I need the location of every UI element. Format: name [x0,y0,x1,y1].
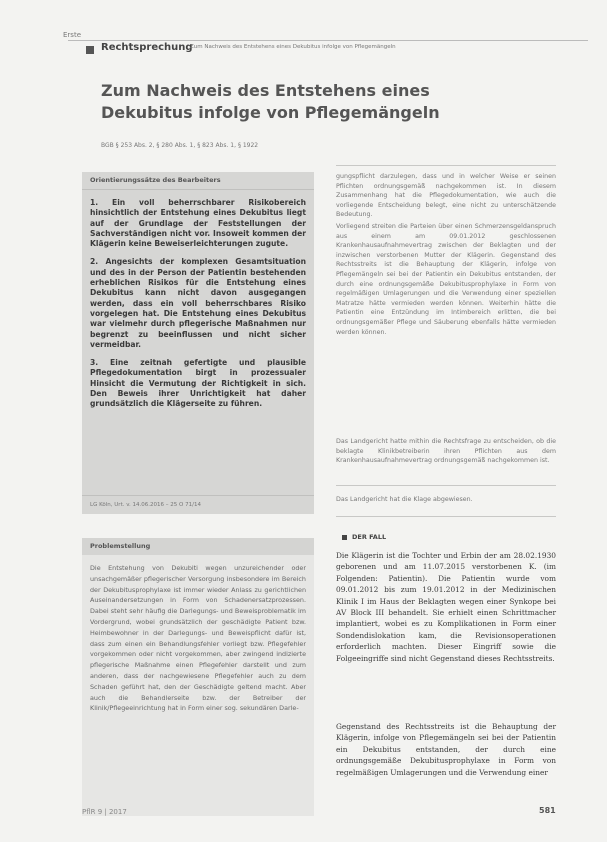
right-paragraph-1 [336,172,556,220]
case-paragraph-2 [336,721,556,778]
case-heading-label: DER FALL [352,533,387,541]
section-subtitle: Zum Nachweis des Entstehens eines Dekubitus infolge von Pflegemängeln [190,44,396,50]
divider [336,485,556,486]
paragraph: Das Landgericht hat die Klage abgewiesen. [336,496,473,503]
problem-text: Die Entstehung von Dekubiti wegen unzureichender oder unsachgemäßer pflegerischer Versorgung insbesondere im Bereich der Dekubitusprophylaxe ist immer wieder Anlass zu gerichtlichen Auseinandersetzungen in Form von Schadenersatzprozessen. Dabei steht sehr häufig die Darlegungs- und Beweisproblematik im Vordergrund, wobei grundsätzlich der geschädigte Patient bzw. Heimbewohner in der Darlegungs- und Beweispflicht dafür ist, dass zum einen ein Behandlungsfehler vorliegt bzw. Pflegefehler vorgekommen oder nicht vorgekommen, aber zwingend indizierte pflegerische Maßnahme einen Pflegefehler darstellt und zum anderen, dass der nachgewiesene Pflegefehler auch zu dem Schaden geführt hat, den der Geschädigte geltend macht. Aber auch die Behandlerseite bzw. der Betreiber der Klinik/Pflegeeinrichtung hat in Form einer sog. sekundären Darle- [90,564,306,713]
right-paragraph-3 [336,437,556,466]
problem-box [82,538,314,816]
paragraph: Gegenstand des Rechtsstreits ist die Behauptung der Klägerin, infolge von Pflegemängeln sei bei der Patientin ein Dekubitus entstanden, der durch eine ordnungsgemäße Dekubitusprophylaxe in Form von regelmäßigen Umlagerungen und die Verwendung einer [336,722,556,777]
decision-source: LG Köln, Urt. v. 14.06.2016 – 25 O 71/14 [82,495,314,514]
headnote-3: 3. Eine zeitnah gefertigte und plausible Pflegedokumentation birgt in prozessualer Hinsicht die Vermutung der Richtigkeit in sich. Den Beweis ihrer Unrichtigkeit hat daher grundsätzlich die Klägerseite zu führen. [90,358,306,409]
headnotes-box [82,172,314,514]
headnote-2: 2. Angesichts der komplexen Gesamtsituation und des in der Person der Patientin bestehenden erheblichen Risikos für die Entstehung eines Dekubitus kann nicht davon ausgegangen werden, dass ein voll beherrschbares Risiko vorgelegen hat. Die Entstehung eines Dekubitus war vielmehr durch pflegerische Maßnahmen nur begrenzt zu beeinflussen und nicht sicher vermeidbar. [90,257,306,349]
headnotes-list [82,198,314,410]
legal-citation: BGB § 253 Abs. 2, § 280 Abs. 1, § 823 Abs. 1, § 1922 [101,142,259,149]
paragraph: Das Landgericht hatte mithin die Rechtsfrage zu entscheiden, ob die beklagte Klinikbetreiberin ihren Pflichten aus dem Krankenhausaufnahmevertrag ordnungsgemäß nachgekommen ist. [336,438,556,465]
article-title: Zum Nachweis des Entstehens eines Dekubitus infolge von Pflegemängeln [101,81,440,122]
divider [336,516,556,517]
problem-heading: Problemstellung [82,538,314,555]
section-marker [86,46,94,54]
bullet-square [342,535,347,540]
paragraph: Vorliegend streiten die Parteien über einen Schmerzensgeldanspruch aus einem am 09.01.2012 geschlossenen Krankenhausaufnahmevertrag zwischen der Beklagten und der inzwischen verstorbenen Mutter der Klägerin. Gegenstand des Rechtsstreits ist die Behauptung der Klägerin, infolge von Pflegemängeln sei bei der Patientin ein Dekubitus entstanden, der durch eine ordnungsgemäße Dekubitusprophylaxe in Form von regelmäßigen Umlagerungen und die Verwendung einer speziellen Matratze hätte vermieden werden können. Weiterhin hätte die Patientin eine Entzündung im Intimbereich erlitten, die bei ordnungsgemäßer Pflege und Säuberung ebenfalls hätte vermieden werden können. [336,223,556,336]
section-title: Rechtsprechung [101,42,193,53]
paragraph: Die Klägerin ist die Tochter und Erbin der am 28.02.1930 geborenen und am 11.07.2015 verstorbenen K. (im Folgenden: Patientin). Die Patientin wurde vom 09.01.2012 bis zum 19.01.2012 in der Medizinischen Klinik I im Haus der Beklagten wegen einer Synkope bei AV Block III behandelt. Sie erhielt einen Schrittmacher implantiert, wobei es zu Komplikationen in Form einer Sondendislokation kam, die Revisionsoperationen erforderlich machten. Dieser Eingriff sowie die Folgeeingriffe sind nicht Gegenstand dieses Rechtsstreits. [336,551,556,663]
paragraph: gungspflicht darzulegen, dass und in welcher Weise er seinen Pflichten ordnungsgemäß nachgekommen ist. In diesem Zusammenhang hat die Pflegedokumentation, wie auch die vorliegende Entscheidung belegt, eine nicht zu unterschätzende Bedeutung. [336,173,556,219]
right-paragraph-2 [336,222,556,337]
case-paragraph-1 [336,550,556,664]
header-tab: Erste [63,31,81,39]
headnote-1: 1. Ein voll beherrschbarer Risikobereich hinsichtlich der Entstehung eines Dekubitus liegt auf der Grundlage der Feststellungen der Sachverständigen nicht vor. Insoweit kommen der Klägerin keine Beweiserleichterungen zugute. [90,198,306,249]
journal-issue: PflR 9 | 2017 [82,808,127,816]
divider [336,165,556,166]
headnotes-heading: Orientierungssätze des Bearbeiters [82,172,314,190]
page-number: 581 [539,806,556,815]
right-paragraph-4 [336,495,556,505]
case-heading [342,533,386,541]
